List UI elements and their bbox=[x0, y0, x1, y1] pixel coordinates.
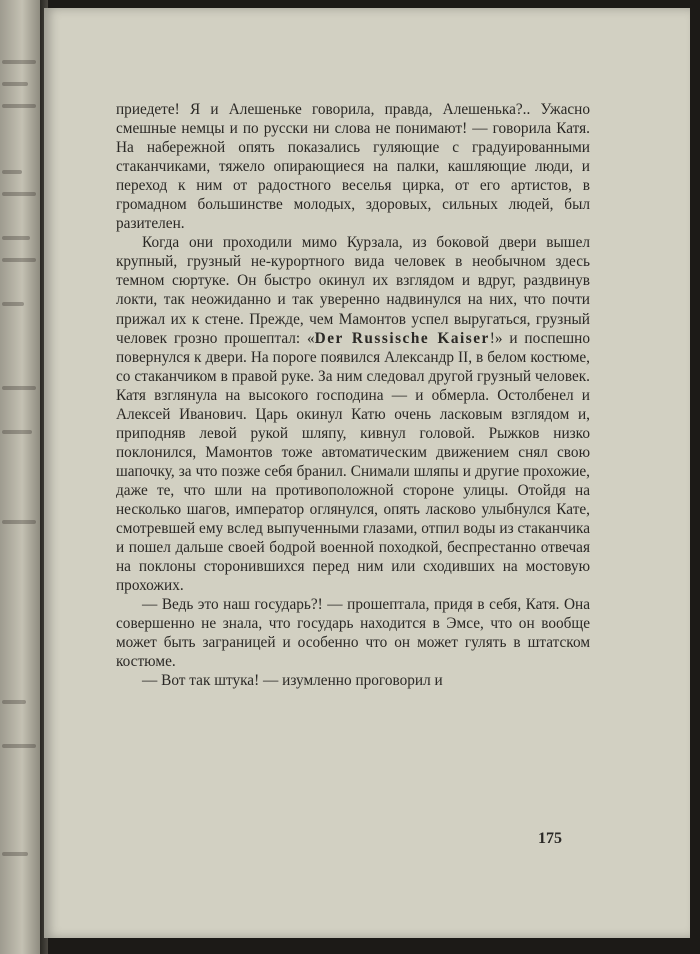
emphasized-german-phrase: Der Russische Kaiser bbox=[314, 329, 490, 347]
paragraph-4 bbox=[116, 671, 590, 690]
paragraph-text: !» и поспешно повернулся к двери. На пороге появился Александр II, в белом костюме, со стаканчиком в правой руке. За ним следовал другой грузный человек. Катя взглянула на высокого господина — и обмерла. Остолбенел и Алексей Иванович. Царь окинул Катю очень ласковым взглядом и, приподняв левой рукой шляпу, кивнул головой. Рыжков низко поклонился, Мамонтов тоже автоматическим движением снял свою шапочку, за что позже себя бранил. Снимали шляпы и другие прохожие, даже те, что шли на противоположной стороне улицы. Отойдя на несколько шагов, император оглянулся, опять ласково улыбнулся Кате, смотревшей ему вслед выпученными глазами, отпил воды из стаканчика и пошел дальше своей бодрой военной походкой, беспрестанно отвечая на поклоны сторонившихся перед ним или сходивших на мостовую прохожих. bbox=[116, 329, 591, 595]
paragraph-2 bbox=[116, 233, 590, 595]
page-number: 175 bbox=[538, 830, 562, 847]
book-page bbox=[44, 8, 690, 938]
paragraph-1 bbox=[116, 100, 590, 233]
paragraph-text: — Ведь это наш государь?! — прошептала, придя в себя, Катя. Она совершенно не знала, что государь находится в Эмсе, что он вообще может быть заграницей и особенно что он может гулять в штатском костюме. bbox=[116, 596, 590, 671]
page-body-text bbox=[116, 100, 590, 690]
paragraph-3 bbox=[116, 595, 590, 671]
paragraph-text: Когда они проходили мимо Курзала, из боковой двери вышел крупный, грузный не-курортного вида человек в необычном здесь темном сюртуке. Он быстро окинул их взглядом и вдруг, раздвинув локти, так неожиданно и так уверенно надвинулся на них, что почти прижал их к стене. Прежде, чем Мамонтов успел выругаться, грузный человек грозно прошептал: « bbox=[116, 234, 590, 347]
facing-page-edge bbox=[0, 0, 40, 954]
paragraph-text: приедете! Я и Алешеньке говорила, правда, Алешенька?.. Ужасно смешные немцы и по русски ни слова не понимают! — говорила Катя. На набережной опять показались гуляющие с градуированными стаканчиками, тяжело опирающиеся на палки, кашляющие люди, и переход к ним от радостного веселья цирка, от его артистов, в громадном большинстве молодых, здоровых, сильных людей, был разителен. bbox=[116, 101, 590, 233]
paragraph-text: — Вот так штука! — изумленно проговорил и bbox=[142, 672, 443, 690]
